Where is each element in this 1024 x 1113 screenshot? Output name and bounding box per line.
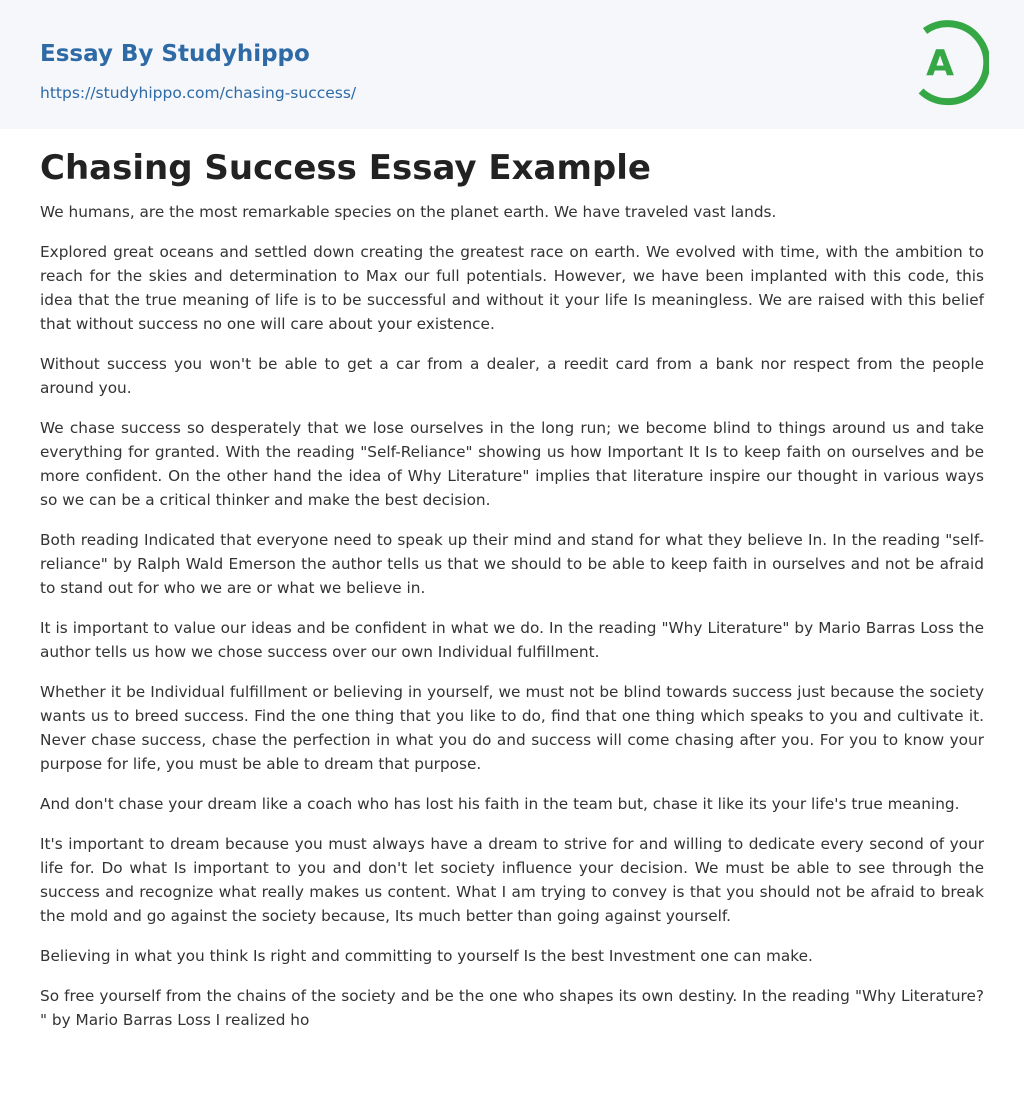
essay-paragraph: Without success you won't be able to get a car from a dealer, a reedit card from a bank nor respect from the people around you. bbox=[40, 355, 984, 397]
essay-paragraph: Believing in what you think Is right and committing to yourself Is the best Investment one can make. bbox=[40, 947, 813, 965]
brand-title[interactable]: Essay By Studyhippo bbox=[40, 41, 310, 67]
essay-paragraph: It's important to dream because you must always have a dream to strive for and willing to dedicate every second of your life for. Do what Is important to you and don't let society influence your decision. We must be able to see through the success and recognize what really makes us content. What I am trying to convey is that you should not be afraid to break the mold and go against the society because, Its much better than going against yourself. bbox=[40, 835, 984, 925]
essay-paragraph: Explored great oceans and settled down creating the greatest race on earth. We evolved with time, with the ambition to reach for the skies and determination to Max our full potentials. However, we have been implanted with this code, this idea that the true meaning of life is to be successful and without it your life Is meaningless. We are raised with this belief that without success no one will care about your existence. bbox=[40, 243, 984, 333]
essay-paragraph: So free yourself from the chains of the society and be the one who shapes its own destiny. In the reading "Why Literature? " by Mario Barras Loss I realized ho bbox=[40, 987, 984, 1029]
source-url-link[interactable]: https://studyhippo.com/chasing-success/ bbox=[40, 84, 357, 102]
essay-body bbox=[40, 200, 984, 1048]
logo-letter: A bbox=[926, 43, 954, 84]
essay-paragraph: Both reading Indicated that everyone need to speak up their mind and stand for what they believe In. In the reading "self-reliance" by Ralph Wald Emerson the author tells us that we should to be able to keep faith in ourselves and not be afraid to stand out for who we are or what we believe in. bbox=[40, 531, 984, 597]
essay-paragraph: Whether it be Individual fulfillment or believing in yourself, we must not be blind towards success just because the society wants us to breed success. Find the one thing that you like to do, find that one thing which speaks to you and cultivate it. Never chase success, chase the perfection in what you do and success will come chasing after you. For you to know your purpose for life, you must be able to dream that purpose. bbox=[40, 683, 984, 773]
studyhippo-logo[interactable] bbox=[909, 17, 989, 107]
page-title: Chasing Success Essay Example bbox=[40, 148, 651, 188]
essay-paragraph: We humans, are the most remarkable species on the planet earth. We have traveled vast lands. bbox=[40, 203, 777, 221]
essay-paragraph: It is important to value our ideas and be confident in what we do. In the reading "Why Literature" by Mario Barras Loss the author tells us how we chose success over our own Individual fulfillment. bbox=[40, 619, 984, 661]
essay-paragraph: And don't chase your dream like a coach who has lost his faith in the team but, chase it like its your life's true meaning. bbox=[40, 795, 960, 813]
essay-paragraph: We chase success so desperately that we lose ourselves in the long run; we become blind to things around us and take everything for granted. With the reading "Self-Reliance" showing us how Important It Is to keep faith on ourselves and be more confident. On the other hand the idea of Why Literature" implies that literature inspire our thought in various ways so we can be a critical thinker and make the best decision. bbox=[40, 419, 984, 509]
